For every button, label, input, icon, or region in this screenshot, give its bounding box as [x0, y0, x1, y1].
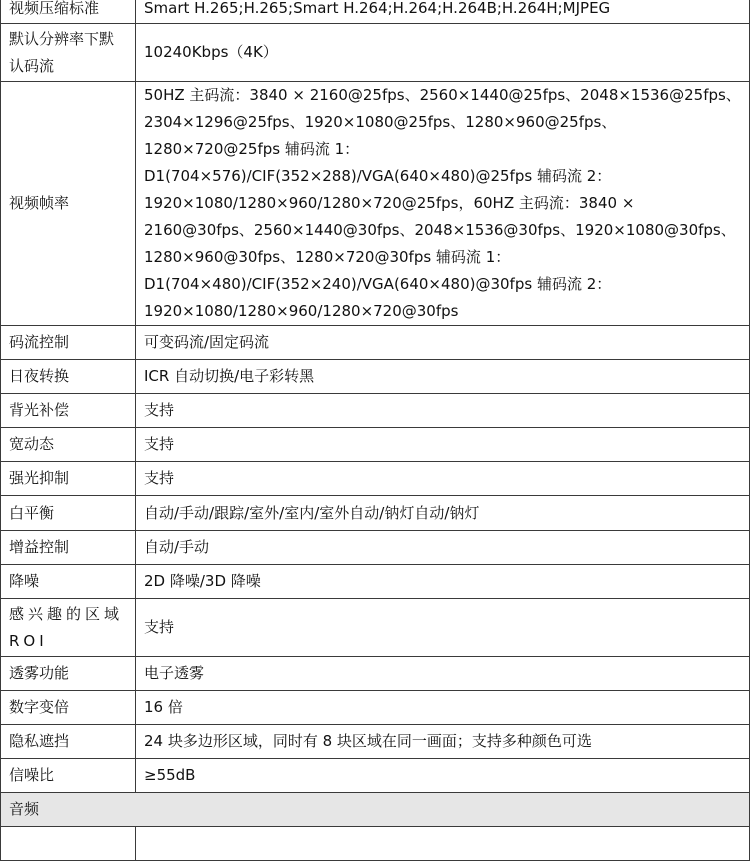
table-row	[1, 691, 750, 725]
table-row	[1, 725, 750, 759]
row-label: 强光抑制	[1, 462, 136, 496]
section-header-row	[1, 793, 750, 827]
row-label: 数字变倍	[1, 691, 136, 725]
row-value: 支持	[136, 462, 750, 496]
table-row	[1, 82, 750, 326]
table-row	[1, 24, 750, 82]
row-value: 支持	[136, 428, 750, 462]
row-label: 码流控制	[1, 326, 136, 360]
row-value	[136, 827, 750, 861]
row-value: 16 倍	[136, 691, 750, 725]
table-row	[1, 759, 750, 793]
row-value: 支持	[136, 599, 750, 657]
row-value: ≥55dB	[136, 759, 750, 793]
row-label: 背光补偿	[1, 394, 136, 428]
row-value: ICR 自动切换/电子彩转黑	[136, 360, 750, 394]
table-row	[1, 428, 750, 462]
row-value: 可变码流/固定码流	[136, 326, 750, 360]
row-value: 50HZ 主码流：3840 × 2160@25fps、2560×1440@25fps、2048×1536@25fps、2304×1296@25fps、1920×1080@25fps、1280×960@25fps、1280×720@25fps 辅码流 1： D1(704×576)/CIF(352×288)/VGA(640×480)@25fps 辅码流 2：1920×1080/1280×960/1280×720@25fps，60HZ 主码流：3840 × 2160@30fps、2560×1440@30fps、2048×1536@30fps、1920×1080@30fps、1280×960@30fps、1280×720@30fps 辅码流 1：D1(704×480)/CIF(352×240)/VGA(640×480)@30fps 辅码流 2：1920×1080/1280×960/1280×720@30fps	[136, 82, 750, 326]
row-label: 降噪	[1, 565, 136, 599]
row-label: 宽动态	[1, 428, 136, 462]
table-row	[1, 531, 750, 565]
row-value: 2D 降噪/3D 降噪	[136, 565, 750, 599]
row-label: 白平衡	[1, 496, 136, 531]
table-row	[1, 565, 750, 599]
row-label: 视频帧率	[1, 82, 136, 326]
row-label	[1, 827, 136, 861]
row-label: 信噪比	[1, 759, 136, 793]
table-row	[1, 326, 750, 360]
table-row	[1, 599, 750, 657]
row-value: Smart H.265;H.265;Smart H.264;H.264;H.264B;H.264H;MJPEG	[136, 0, 750, 24]
table-row	[1, 657, 750, 691]
section-header-audio: 音频	[1, 793, 750, 827]
table-row	[1, 496, 750, 531]
row-value: 10240Kbps（4K）	[136, 24, 750, 82]
row-value: 电子透雾	[136, 657, 750, 691]
table-row	[1, 462, 750, 496]
row-value: 24 块多边形区域，同时有 8 块区域在同一画面；支持多种颜色可选	[136, 725, 750, 759]
table-row	[1, 360, 750, 394]
table-row	[1, 0, 750, 24]
table-row-partial	[1, 827, 750, 861]
row-label: 日夜转换	[1, 360, 136, 394]
row-label: 增益控制	[1, 531, 136, 565]
row-label: 默认分辨率下默认码流	[1, 24, 136, 82]
row-value: 自动/手动	[136, 531, 750, 565]
row-label: 感兴趣的区域 ROI	[1, 599, 136, 657]
row-value: 支持	[136, 394, 750, 428]
row-label: 透雾功能	[1, 657, 136, 691]
row-label: 视频压缩标准	[1, 0, 136, 24]
row-label: 隐私遮挡	[1, 725, 136, 759]
row-value: 自动/手动/跟踪/室外/室内/室外自动/钠灯自动/钠灯	[136, 496, 750, 531]
table-row	[1, 394, 750, 428]
